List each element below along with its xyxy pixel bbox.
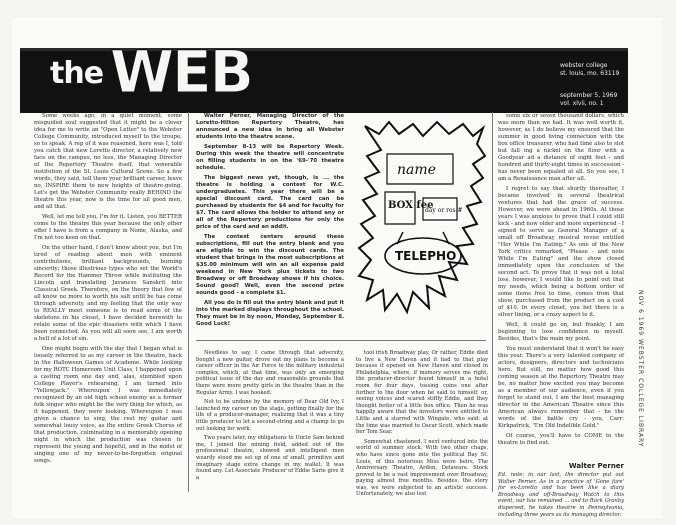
- paragraph: Walter Perner, Managing Director of the Loretto-Hilton Repertory Theatre, has announced a new idea in bring all Webster students into the theatre scene.: [196, 113, 344, 140]
- announcement-column: [196, 113, 344, 331]
- column-divider: [188, 112, 189, 492]
- art-name-label: name: [397, 162, 436, 178]
- article-column-2-lower: [196, 350, 344, 484]
- paragraph: All you do is fill out the entry blank and put it into the marked displays throughout the school. They must be in by noon, Monday, September 8. Good Luck!: [196, 300, 344, 327]
- editor-note: Ed. note: in our last, the director put out Walter Perner. As in a practice of 'Gone fare' for ex-Loretto and has been like a diary Broadway and off-Broadway Watch to this event, our has remained ... and to Rock Granby dispersed, he takes theatre in Pennsylvania, including three years as its managing director.: [498, 472, 624, 518]
- paragraph: Well, it could go on, but frankly, I am beginning to lose confidence in myself. Besides, that's the main my point.: [498, 322, 624, 342]
- headline: THEATRE!: [300, 94, 406, 114]
- paragraph: Of course, you'll have to COME to the theatre to find out.: [498, 433, 624, 446]
- art-phone-label: TELEPHO: [395, 249, 457, 263]
- paragraph: The biggest news yet, though, is ... the theatre is holding a contest for W.C. undergraduates. This year there will be a special discount card. The card can be purchased by students for $4 and for faculty for $7. The card allows the holder to attend any or all of the Repertory productions for only the price of the card and an addit.: [196, 175, 344, 230]
- masthead-date: september 5, 1969: [560, 92, 618, 99]
- library-stamp: NOV 6 1969 WEBSTER COLLEGE LIBRARY: [637, 290, 644, 448]
- paragraph: Some weeks ago, in a quiet moment, some misguided soul suggested that it might be a clever idea for me to write an "Open Letter" to the Webster College Community, introduced myself to the troupe, so to speak. A rep of it was reasoned, here was I, told you catch that new Loretto director, a relatively new face on the campus, no less, the Managing Director of the Repertory Theatre itself, that venerable institution of the St. Louis Cultural Scene. So a few words, they said, tell them your brilliant career, leave no, INSPIRE them to new heights of theatre-going. Let's get the Webster Community really BEHIND the theatre this year, now is the time for all good men, and all that.: [34, 113, 182, 210]
- theatre-entry-illustration: [357, 120, 487, 320]
- art-res-label: day or res.#: [425, 207, 463, 214]
- paragraph: You must understand that it won't be easy this year. There's a very talented company of actors, designers, directors and technicians here. But still, no matter how good this coming season at the Repertory Theatre may be, no matter how excited you may become as a member of our audience, even if you forget to stand out, I am the best managing director in the American Theatre since this American always remember that - he the words of the battle cry - you, Carr: Kirkpatrick, "I'm Old Indelible Gold.": [498, 346, 624, 429]
- paragraph: The contest centers around these subscriptions, fill out the entry blank and you are eligible to win the discount cards. The student that brings in the most subscriptions at $35.00 minimum will win an all expense paid weekend in New York plus tickets to two Broadway or off Broadway shows if his choice. Sound good? Well, even the second prize sounds good - a complete $1.: [196, 234, 344, 296]
- paragraph: September 8-13 will be Repertory Week. During this week the theatre will concentrate on filling students in on the '69-'70 theatre schedule.: [196, 144, 344, 171]
- masthead-school: webster college: [560, 62, 608, 69]
- paragraph: One might begin with the day that I began what is loosely referred to as my career in the theatre, back in the Halloween Games of Academe. While looking for my ROTC Homeroom Unit Class, I happened upon a casting room one day and, alas, stumbled upon College Player's rehearsing, I am turned into "Yellowjack." Whereupon I was immediately recognized by an old high school enemy as a former folk singer who might be the very thing for which, as it happened, they were looking. Whereupon I was given a chance to sing, the rest my guitar and somewhat lousy voice, as the entire Greek Chorus of that production, culminating in a memorably opening night in which the production was chosen to represent the young and hopeful, and in the midst of singing one of my never-to-be-forgotten original songs.: [34, 346, 182, 464]
- paragraph: Well, let me tell you, I'm for it. Listen, you BETTER come to the theatre this year because the only other offer I have is from a company in Nome, Alaska, and I'm not too keen on that.: [34, 214, 182, 241]
- article-column-3-lower: [356, 350, 488, 501]
- paragraph: some six or seven thousand dollars, which was more than we had. It was well worth it, however, as I do believe my ensured that the summer in good living connection with the box office treasurer, who had time also to slot but fall ing a nickel on the floor with a Goodyear ad a distance of eight feet - and hundred and thirty-eight times in succession - has never been equaled at all. So you see, I am a Renaissance man after all.: [498, 113, 624, 182]
- paragraph: tool irish Broadway play, Or rather, Eddie died to live a New Haven and it had to that play because it opened on New Haven and closed in Philadelphia, where, if memory serves me right, the producer-director found himself in a hotel room for four days, tossing coins one after further to the door when he said to himself, or, seeing voices and scared stiffly Eddie, and they thought better of a little box office. Then he was happily aware that the investors were entitled to Little and a starred with Wingate, who said: at the time was married to Oscar Scott, which made her Tom Sear.: [356, 350, 488, 436]
- paragraph: Needless to say, I came through that adversity, bought a new guitar, drove out my plans to become a career officer in the Air Force to the military industrial complex, which, at that time, was only an emerging political issue of the day and reasonable grounds that there were more pretty girls in the theatre than in the Regular Army. I was hooked.: [196, 350, 344, 396]
- masthead-info: [560, 62, 630, 108]
- paragraph: I regret to say that shortly thereafter, I became involved in several theatrical ventures that had the grace of success. However, we were ahead in 1960s. At those years I was anxious to prove that I could still kick - and now older and more experienced - I signed to serve as General Manager of a small off Broadway musical revue entitled "Her While I'm Eating." As one of the New York critics remarked, "Please - and note While I'm Eating" and the show closed immediately upon the conclusion of the second act. To prove that it was not a total loss, however, I would like to point out that my needs, which being a bottom order of some items free to time, comes from that show, purchased from the product on a cost of $10. In every closet, you bet there is a silver lining, or a crazy aspect to it.: [498, 186, 624, 318]
- paragraph: Not to be undone by the memory of Dear Old Ivy, I launched my career on the stage, getting finally for the life of a producer-manager, realizing that it was a tiny little producer to let a second-string and a champ to go out looking for work.: [196, 399, 344, 432]
- masthead-volume: vol. xlvii, no. 1: [560, 100, 604, 107]
- article-column-4: [498, 113, 624, 450]
- masthead-city: st. louis, mo. 63119: [560, 70, 620, 77]
- masthead-logo-web: WEB: [110, 38, 252, 106]
- article-column-1: [34, 113, 182, 468]
- paragraph: On the other hand, I don't know about you, but I'm tired of reading about men with eminent contributions, brilliant backgrounds, burning sincerity; those illustrious types who set the World's Record for the Hammer Throw while instituting the Lincoln and translating Javanese Sanskrit into Classical Greek. Therefore, on the theory that few of all know no more to worth his salt until he has come through adversity, and my feeling that the only way to REALLY meet someone is to read some of the skeletons in his closet, I have decided herewith to relate some of the epic disasters with which I have been connected. As you will all soon see, I am worth a hell of a lot of sin.: [34, 245, 182, 342]
- art-box-label: BOX fee: [388, 200, 434, 211]
- paragraph: Two years later, my obligations to Uncle Sam behind me, I joined the mining field, added out of the professional theatre, showed and intelligent men wearily stood me set up of one of small, primitive and imaginary stage extra change in my wallet. It was found any. Let Associate Producer of Eddie Sarie give it a: [196, 435, 344, 481]
- section-divider: [196, 340, 486, 341]
- masthead-logo-the: the: [50, 56, 104, 91]
- column-divider: [492, 112, 493, 492]
- paragraph: Somewhat chastened, I next ventured into the world of summer stock. With two other chaps, who have since gone into the political Bay St. Louis, of this notorious Miss were heirs, The Anniversary Theatre, Arden, Delaware. Stock proved to be a vast improvement over Broadway, paying almost free months. Besides, the story was, we were subjected to an artistic success. Unfortunately, we also lost: [356, 438, 488, 498]
- author-signature: Walter Perner: [568, 462, 624, 470]
